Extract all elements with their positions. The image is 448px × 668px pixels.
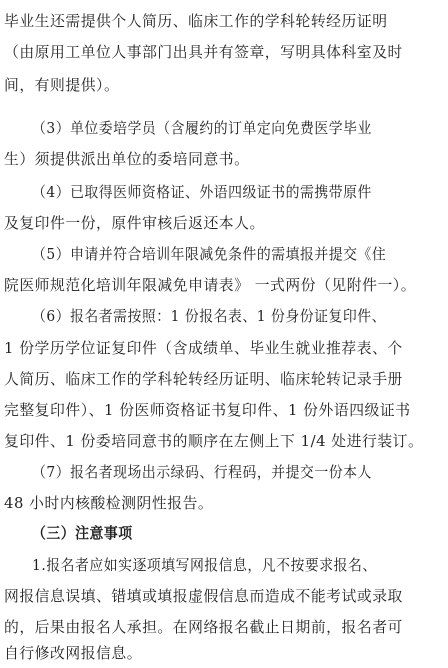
text-line: 人简历、临床工作的学科轮转经历证明、临床轮转记录手册: [4, 370, 403, 388]
text-line: 生）须提供派出单位的委培同意书。: [4, 150, 250, 168]
text-line: 及复印件一份，原件审核后返还本人。: [4, 214, 265, 232]
text-line: 网报信息误填、错填或填报虚假信息而造成不能考试或录取: [4, 587, 403, 605]
text-line: （7）报名者现场出示绿码、行程码，并提交一份本人: [32, 463, 372, 481]
text-line: 1 份学历学位证复印件（含成绩单、毕业生就业推荐表、个: [4, 339, 403, 357]
text-line: 复印件、1 份委培同意书的顺序在左侧上下 1/4 处进行装订。: [4, 432, 424, 450]
text-line: 完整复印件）、1 份医师资格证书复印件、1 份外语四级证书: [4, 401, 411, 419]
section-heading: （三）注意事项: [32, 524, 133, 542]
text-line: 的，后果由报名人承担。在网络报名截止日期前，报名者可: [4, 618, 403, 636]
text-line: （由原用工单位人事部门出具并有签章，写明具体科室及时: [4, 43, 403, 61]
text-line: 1.报名者应如实逐项填写网报信息，凡不按要求报名、: [32, 556, 377, 574]
text-line: （3）单位委培学员（含履约的订单定向免费医学毕业: [32, 119, 372, 137]
text-line: （4）已取得医师资格证、外语四级证书的需携带原件: [32, 183, 372, 201]
text-line: （5）申请并符合培训年限减免条件的需填报并提交《住: [32, 245, 387, 263]
text-line: 48 小时内核酸检测阴性报告。: [4, 494, 214, 512]
text-line: 毕业生还需提供个人简历、临床工作的学科轮转经历证明: [4, 12, 388, 30]
text-line: 自行修改网报信息。: [4, 644, 143, 662]
text-line: （6）报名者需按照：1 份报名表、1 份身份证复印件、: [32, 307, 386, 325]
text-line: 间，有则提供）。: [4, 76, 120, 94]
text-line: 院医师规范化培训年限减免申请表》 一式两份（见附件一）。: [4, 276, 417, 294]
